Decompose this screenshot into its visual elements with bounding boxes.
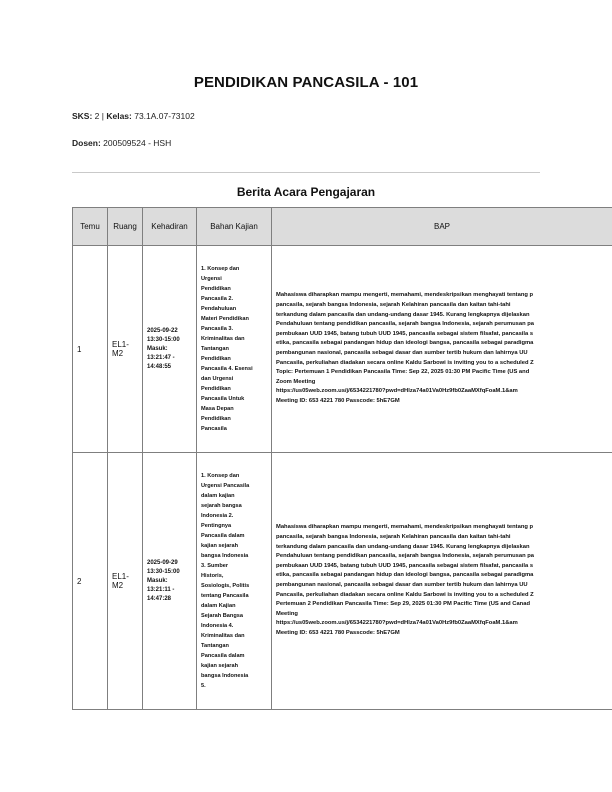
cell-kehadiran [143,246,197,453]
bahan-line: bangsa Indonesia [201,673,249,679]
bap-line: Pertemuan 2 Pendidikan Pancasila Time: Sep 29, 2025 01:30 PM Pacific Time (US and Canad [276,601,530,608]
bap-line: Pancasila, perkuliahan diadakan secara online Kaldu Sarbowi is inviting you to a scheduled Z [276,591,534,598]
bap-line: Pendahuluan tentang pendidikan pancasila, sejarah bangsa Indonesia, sejarah perumusan pa [276,321,535,328]
bahan-line: Pentingnya [201,523,232,529]
bahan-line: Tantangan [201,643,229,649]
bahan-line: Indonesia 4. [201,623,234,629]
sks-label: SKS: [72,111,93,121]
header-kehadiran: Kehadiran [143,208,197,246]
kehadiran-line: 2025-09-29 [147,559,178,566]
dosen-value: 200509524 - HSH [100,138,172,148]
divider [72,172,540,173]
bap-line: Mahasiswa diharapkan mampu mengerti, memahami, mendeskripsikan menghayati tentang p [276,524,534,531]
cell-bahan-kajian [197,453,272,710]
ruang-line: EL1- [112,340,129,349]
bahan-line: 1. Konsep dan [201,266,240,272]
bahan-line: Urgensi [201,276,222,282]
bahan-line: 5. [201,683,206,689]
bahan-line: Pancasila [201,426,227,432]
bahan-line: Pancasila dalam [201,533,245,539]
table-row [73,246,612,453]
bahan-line: 3. Sumber [201,563,229,569]
cell-ruang [108,246,143,453]
dosen-label: Dosen: [72,138,101,148]
bahan-line: tentang Pancasila [201,593,249,599]
kehadiran-line: 2025-09-22 [147,327,178,334]
bahan-line: Materi Pendidikan [201,316,249,322]
bahan-line: dan Urgensi [201,376,234,382]
course-title: PENDIDIKAN PANCASILA - 101 [193,74,419,91]
cell-temu: 1 [73,246,108,453]
cell-bap [272,246,612,453]
bahan-line: kajian sejarah [201,543,239,549]
bap-line: Meeting ID: 653 4221 780 Passcode: 5hE7GM [276,629,400,636]
bahan-line: Pendidikan [201,386,231,392]
section-title: Berita Acara Pengajaran [236,185,376,199]
bap-line: Mahasiswa diharapkan mampu mengerti, memahami, mendeskripsikan menghayati tentang p [276,292,534,299]
bap-line: Zoom Meeting [276,378,316,385]
bap-line: Pancasila, perkuliahan diadakan secara online Kaldu Sarbowi is inviting you to a scheduled Z [276,359,534,366]
bahan-line: Indonesia 2. [201,513,234,519]
cell-kehadiran [143,453,197,710]
kehadiran-line: Masuk: [147,577,168,584]
bahan-line: Pancasila dalam [201,653,245,659]
kehadiran-line: 13:30-15:00 [147,568,180,575]
bahan-line: Masa Depan [201,406,234,412]
kehadiran-line: 14:48:55 [147,363,172,370]
bap-line: Topic: Pertemuan 1 Pendidikan Pancasila Time: Sep 22, 2025 01:30 PM Pacific Time (US and [276,369,530,376]
bahan-line: sejarah bangsa [201,503,242,509]
bahan-line: Pancasila 2. [201,296,234,302]
bap-line: pancasila, sejarah bangsa Indonesia, sejarah Kelahiran pancasila dan kaitan tahi-tahi [276,302,511,309]
bahan-line: Urgensi Pancasila [201,483,250,489]
bap-line: https://us05web.zoom.us/j/6534221780?pwd=dHlza74a01Va0Hz9fb0ZaaMXfqFoaM.1&am [276,620,518,627]
bahan-line: Pendahuluan [201,306,237,312]
bahan-line: dalam kajian [201,493,235,499]
header-bahan-kajian: Bahan Kajian [197,208,272,246]
bap-line: Meeting [276,610,298,617]
bahan-line: Pendidikan [201,356,231,362]
cell-bahan-kajian [197,246,272,453]
bahan-line: Pancasila 4. Esensi [201,366,253,372]
bahan-line: Historis, [201,573,224,579]
bahan-line: dalam Kajian [201,603,236,609]
sks-value: 2 | [92,111,107,121]
bahan-line: Pendidikan [201,286,231,292]
bap-line: pembangunan nasional, pancasila sebagai dasar dan sumber tertib hukum dan lahirnya UU [276,582,528,588]
bahan-line: Kriminalitas dan [201,336,245,342]
bahan-line: bangsa Indonesia [201,553,249,559]
bap-line: pancasila, sejarah bangsa Indonesia, sejarah Kelahiran pancasila dan kaitan tahi-tahi [276,534,511,541]
bap-line: pembukaan UUD 1945, batang tubuh UUD 1945, pancasila sebagai sistem filsafat, pancasila s [276,562,534,569]
bap-table [72,207,612,710]
kehadiran-line: 13:21:47 - [147,354,175,361]
bap-line: Pendahuluan tentang pendidikan pancasila, sejarah bangsa Indonesia, sejarah perumusan pa [276,553,535,560]
table-header-row [73,208,612,246]
bahan-line: Pancasila 3. [201,326,234,332]
ruang-line: M2 [112,581,124,590]
kehadiran-line: 13:30-15:00 [147,336,180,343]
header-bap: BAP [272,208,612,246]
bap-line: Meeting ID: 653 4221 780 Passcode: 5hE7GM [276,397,400,404]
bahan-line: Sosiologis, Politis [201,583,250,589]
ruang-line: M2 [112,349,124,358]
kehadiran-line: 14:47:28 [147,595,172,602]
kelas-label: Kelas: [106,111,132,121]
table-row [73,453,612,710]
cell-temu: 2 [73,453,108,710]
course-meta-sks-kelas [72,111,195,121]
bap-line: terkandung dalam pancasila dan undang-undang dasar 1945. Kurang lengkapnya dijelaskan [276,543,530,550]
bahan-line: Sejarah Bangsa [201,613,243,619]
kehadiran-line: 13:21:11 - [147,586,175,593]
cell-ruang [108,453,143,710]
bap-line: pembukaan UUD 1945, batang tubuh UUD 1945, pancasila sebagai sistem filsafat, pancasila s [276,330,534,337]
header-temu: Temu [73,208,108,246]
bahan-line: 1. Konsep dan [201,473,240,479]
bap-line: terkandung dalam pancasila dan undang-undang dasar 1945. Kurang lengkapnya dijelaskan [276,311,530,318]
bahan-line: Pancasila Untuk [201,396,245,402]
kehadiran-line: Masuk: [147,345,168,352]
bahan-line: Pendidikan [201,416,231,422]
bahan-line: Kriminalitas dan [201,633,245,639]
kelas-value: 73.1A.07-73102 [131,111,195,121]
cell-bap [272,453,612,710]
bap-line: https://us05web.zoom.us/j/6534221780?pwd=dHlza74a01Va0Hz9fb0ZaaMXfqFoaM.1&am [276,388,518,395]
header-ruang: Ruang [108,208,143,246]
bap-line: etika, pancasila sebagai pandangan hidup dan ideologi bangsa, pancasila sebagai paradigma [276,340,534,347]
bahan-line: kajian sejarah [201,663,239,669]
bahan-line: Tantangan [201,346,229,352]
bap-line: etika, pancasila sebagai pandangan hidup dan ideologi bangsa, pancasila sebagai paradigma [276,572,534,579]
ruang-line: EL1- [112,572,129,581]
bap-line: pembangunan nasional, pancasila sebagai dasar dan sumber tertib hukum dan lahirnya UU [276,350,528,356]
course-meta-dosen [72,138,171,148]
